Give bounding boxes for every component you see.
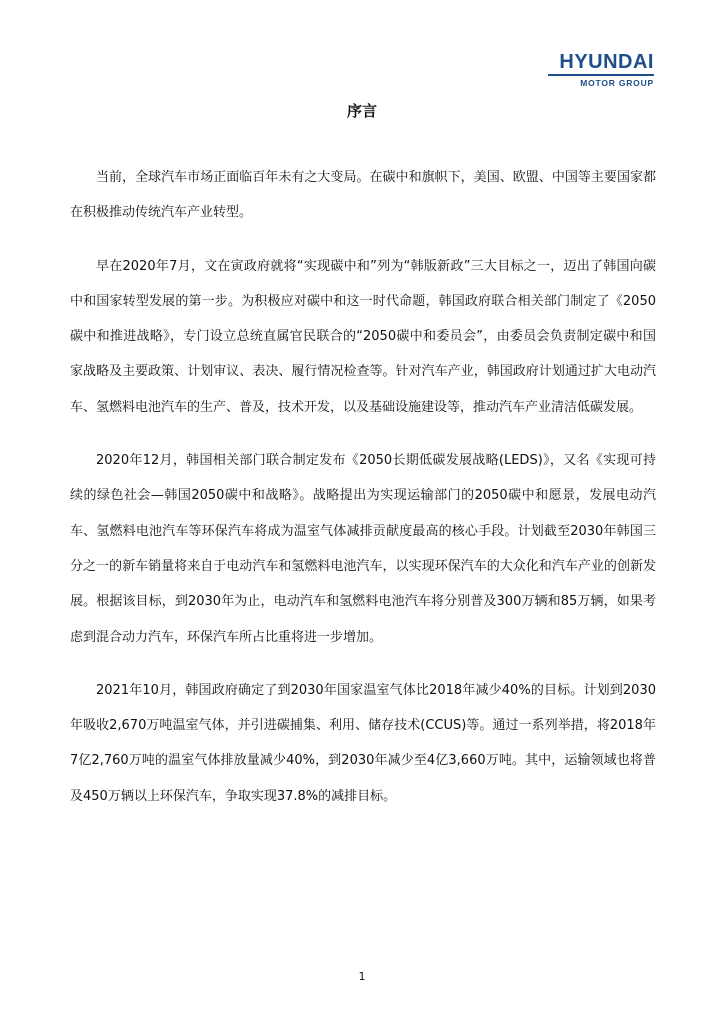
paragraph-2: 早在2020年7月，文在寅政府就将“实现碳中和”列为“韩版新政”三大目标之一，迈出了韩国向碳中和国家转型发展的第一步。为积极应对碳中和这一时代命题，韩国政府联合相关部门制定了《2050碳中和推进战略》，专门设立总统直属官民联合的“2050碳中和委员会”，由委员会负责制定碳中和国家战略及主要政策、计划审议、表决、履行情况检查等。针对汽车产业，韩国政府计划通过扩大电动汽车、氢燃料电池汽车的生产、普及，技术开发，以及基础设施建设等，推动汽车产业清洁低碳发展。 [70,258,656,415]
page-number: 1 [358,970,366,983]
logo-subtitle-text: MOTOR GROUP [580,78,654,88]
document-body [70,160,656,832]
logo-divider [548,74,654,76]
paragraph-1: 当前，全球汽车市场正面临百年未有之大变局。在碳中和旗帜下，美国、欧盟、中国等主要国家都在积极推动传统汽车产业转型。 [70,170,656,221]
logo-brand-text: HYUNDAI [559,51,654,73]
paragraph-4: 2021年10月，韩国政府确定了到2030年国家温室气体比2018年减少40%的目标。计划到2030年吸收2,670万吨温室气体，并引进碳捕集、利用、储存技术(CCUS)等。通过一系列举措，将2018年7亿2,760万吨的温室气体排放量减少40%，到2030年减少至4亿3,660万吨。其中，运输领域也将普及450万辆以上环保汽车，争取实现37.8%的减排目标。 [70,682,656,804]
page-title: 序言 [346,102,377,120]
paragraph-3: 2020年12月，韩国相关部门联合制定发布《2050长期低碳发展战略(LEDS)》，又名《实现可持续的绿色社会—韩国2050碳中和战略》。战略提出为实现运输部门的2050碳中和愿景，发展电动汽车、氢燃料电池汽车等环保汽车将成为温室气体减排贡献度最高的核心手段。计划截至2030年韩国三分之一的新车销量将来自于电动汽车和氢燃料电池汽车，以实现环保汽车的大众化和汽车产业的创新发展。根据该目标，到2030年为止，电动汽车和氢燃料电池汽车将分别普及300万辆和85万辆，如果考虑到混合动力汽车，环保汽车所占比重将进一步增加。 [70,453,656,645]
hyundai-logo [548,52,654,88]
